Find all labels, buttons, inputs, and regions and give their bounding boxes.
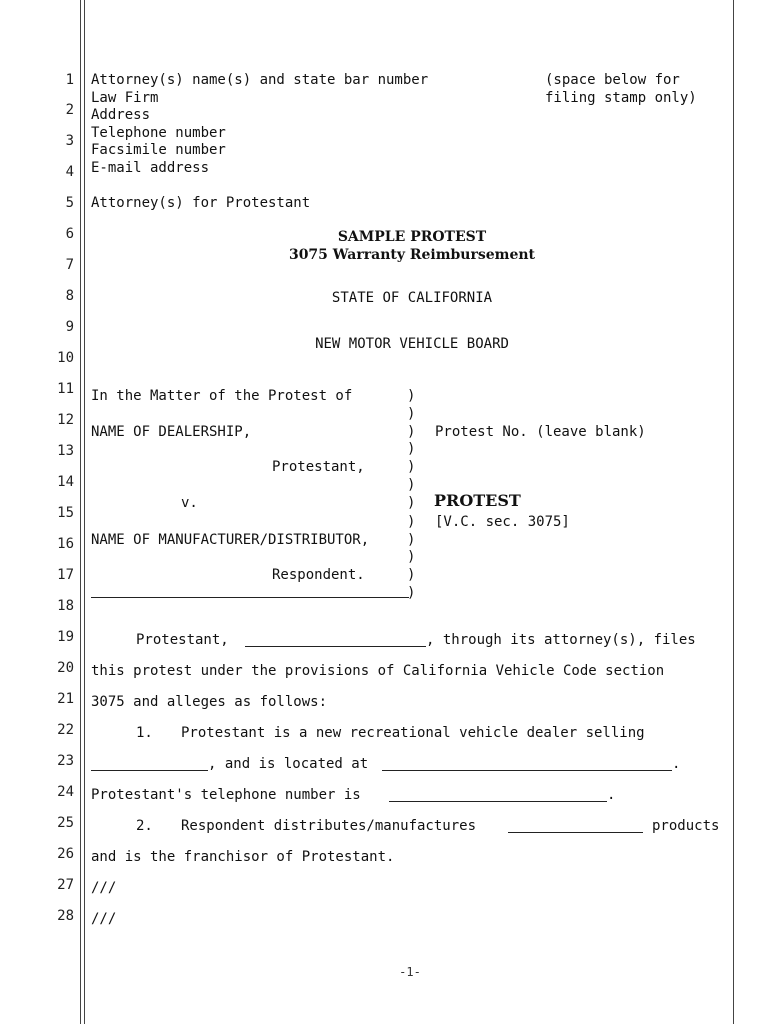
caption-paren: )	[407, 495, 416, 511]
line-number: 21	[57, 691, 74, 707]
body-line-21: 3075 and alleges as follows:	[91, 694, 328, 710]
line-number: 12	[57, 412, 74, 428]
caption-paren: )	[407, 477, 416, 493]
address: Address	[91, 107, 151, 123]
protestant-name-blank	[245, 646, 426, 647]
protest-label: PROTEST	[434, 491, 521, 510]
law-firm: Law Firm	[91, 90, 159, 106]
caption-dealership: NAME OF DEALERSHIP,	[91, 424, 252, 440]
line-number: 14	[57, 474, 74, 490]
line-number: 28	[57, 908, 74, 924]
line-number: 13	[57, 443, 74, 459]
line-number: 26	[57, 846, 74, 862]
filing-stamp-line-1: (space below for	[545, 72, 680, 88]
caption-paren: )	[407, 514, 416, 530]
caption-manufacturer: NAME OF MANUFACTURER/DISTRIBUTOR,	[91, 532, 370, 548]
line-number: 17	[57, 567, 74, 583]
vehicle-line-blank	[91, 770, 208, 771]
line-number: 25	[57, 815, 74, 831]
body-line-26: and is the franchisor of Protestant.	[91, 849, 395, 865]
caption-paren: )	[407, 567, 416, 583]
vc-section: [V.C. sec. 3075]	[435, 514, 570, 530]
body-line-24a: Protestant's telephone number is	[91, 787, 361, 803]
attorney-for: Attorney(s) for Protestant	[91, 195, 311, 211]
caption-matter: In the Matter of the Protest of	[91, 388, 353, 404]
caption-paren: )	[407, 388, 416, 404]
paragraph-2-number: 2.	[136, 818, 153, 834]
caption-paren: )	[407, 585, 416, 601]
telephone-blank	[389, 801, 607, 802]
line-number: 7	[65, 257, 74, 273]
line-number: 18	[57, 598, 74, 614]
body-line-19b: , through its attorney(s), files	[426, 632, 696, 648]
attorney-name-bar: Attorney(s) name(s) and state bar number	[91, 72, 429, 88]
left-margin-rule-outer	[80, 0, 81, 1024]
caption-respondent: Respondent.	[272, 567, 365, 583]
caption-paren: )	[407, 406, 416, 422]
line-number: 4	[65, 164, 74, 180]
caption-protestant: Protestant,	[272, 459, 365, 475]
facsimile-number: Facsimile number	[91, 142, 226, 158]
line-number: 19	[57, 629, 74, 645]
body-line-28: ///	[91, 911, 117, 927]
paragraph-1-text: Protestant is a new recreational vehicle dealer selling	[181, 725, 645, 741]
line-number: 24	[57, 784, 74, 800]
right-margin-rule	[733, 0, 734, 1024]
caption-paren: )	[407, 459, 416, 475]
body-line-23b: .	[672, 756, 681, 772]
location-blank	[382, 770, 672, 771]
line-number: 5	[65, 195, 74, 211]
line-number: 2	[65, 102, 74, 118]
board-heading: NEW MOTOR VEHICLE BOARD	[315, 336, 509, 352]
filing-stamp-line-2: filing stamp only)	[545, 90, 697, 106]
line-number: 1	[65, 72, 74, 88]
caption-paren: )	[407, 441, 416, 457]
caption-paren: )	[407, 424, 416, 440]
paragraph-2-end: products	[652, 818, 720, 834]
paragraph-2-text: Respondent distributes/manufactures	[181, 818, 477, 834]
body-line-23a: , and is located at	[208, 756, 369, 772]
line-number: 8	[65, 288, 74, 304]
caption-paren: )	[407, 549, 416, 565]
email-address: E-mail address	[91, 160, 210, 176]
body-line-24b: .	[607, 787, 616, 803]
paragraph-1-number: 1.	[136, 725, 153, 741]
line-number: 6	[65, 226, 74, 242]
state-heading: STATE OF CALIFORNIA	[331, 290, 493, 306]
page-number: -1-	[399, 965, 421, 979]
left-margin-rule-inner	[84, 0, 85, 1024]
products-blank	[508, 832, 643, 833]
caption-paren: )	[407, 532, 416, 548]
document-subtitle: 3075 Warranty Reimbursement	[288, 247, 536, 263]
telephone-number: Telephone number	[91, 125, 226, 141]
line-number: 27	[57, 877, 74, 893]
document-title: SAMPLE PROTEST	[337, 229, 487, 245]
line-number: 16	[57, 536, 74, 552]
caption-versus: v.	[181, 495, 198, 511]
line-number: 9	[65, 319, 74, 335]
line-number: 22	[57, 722, 74, 738]
line-number: 20	[57, 660, 74, 676]
line-number: 15	[57, 505, 74, 521]
body-line-27: ///	[91, 880, 117, 896]
line-number: 3	[65, 133, 74, 149]
body-line-20: this protest under the provisions of California Vehicle Code section	[91, 663, 665, 679]
protest-number: Protest No. (leave blank)	[435, 424, 646, 440]
line-number: 23	[57, 753, 74, 769]
line-number: 11	[57, 381, 74, 397]
body-line-19a: Protestant,	[136, 632, 229, 648]
caption-bottom-rule	[91, 597, 409, 598]
line-number: 10	[57, 350, 74, 366]
